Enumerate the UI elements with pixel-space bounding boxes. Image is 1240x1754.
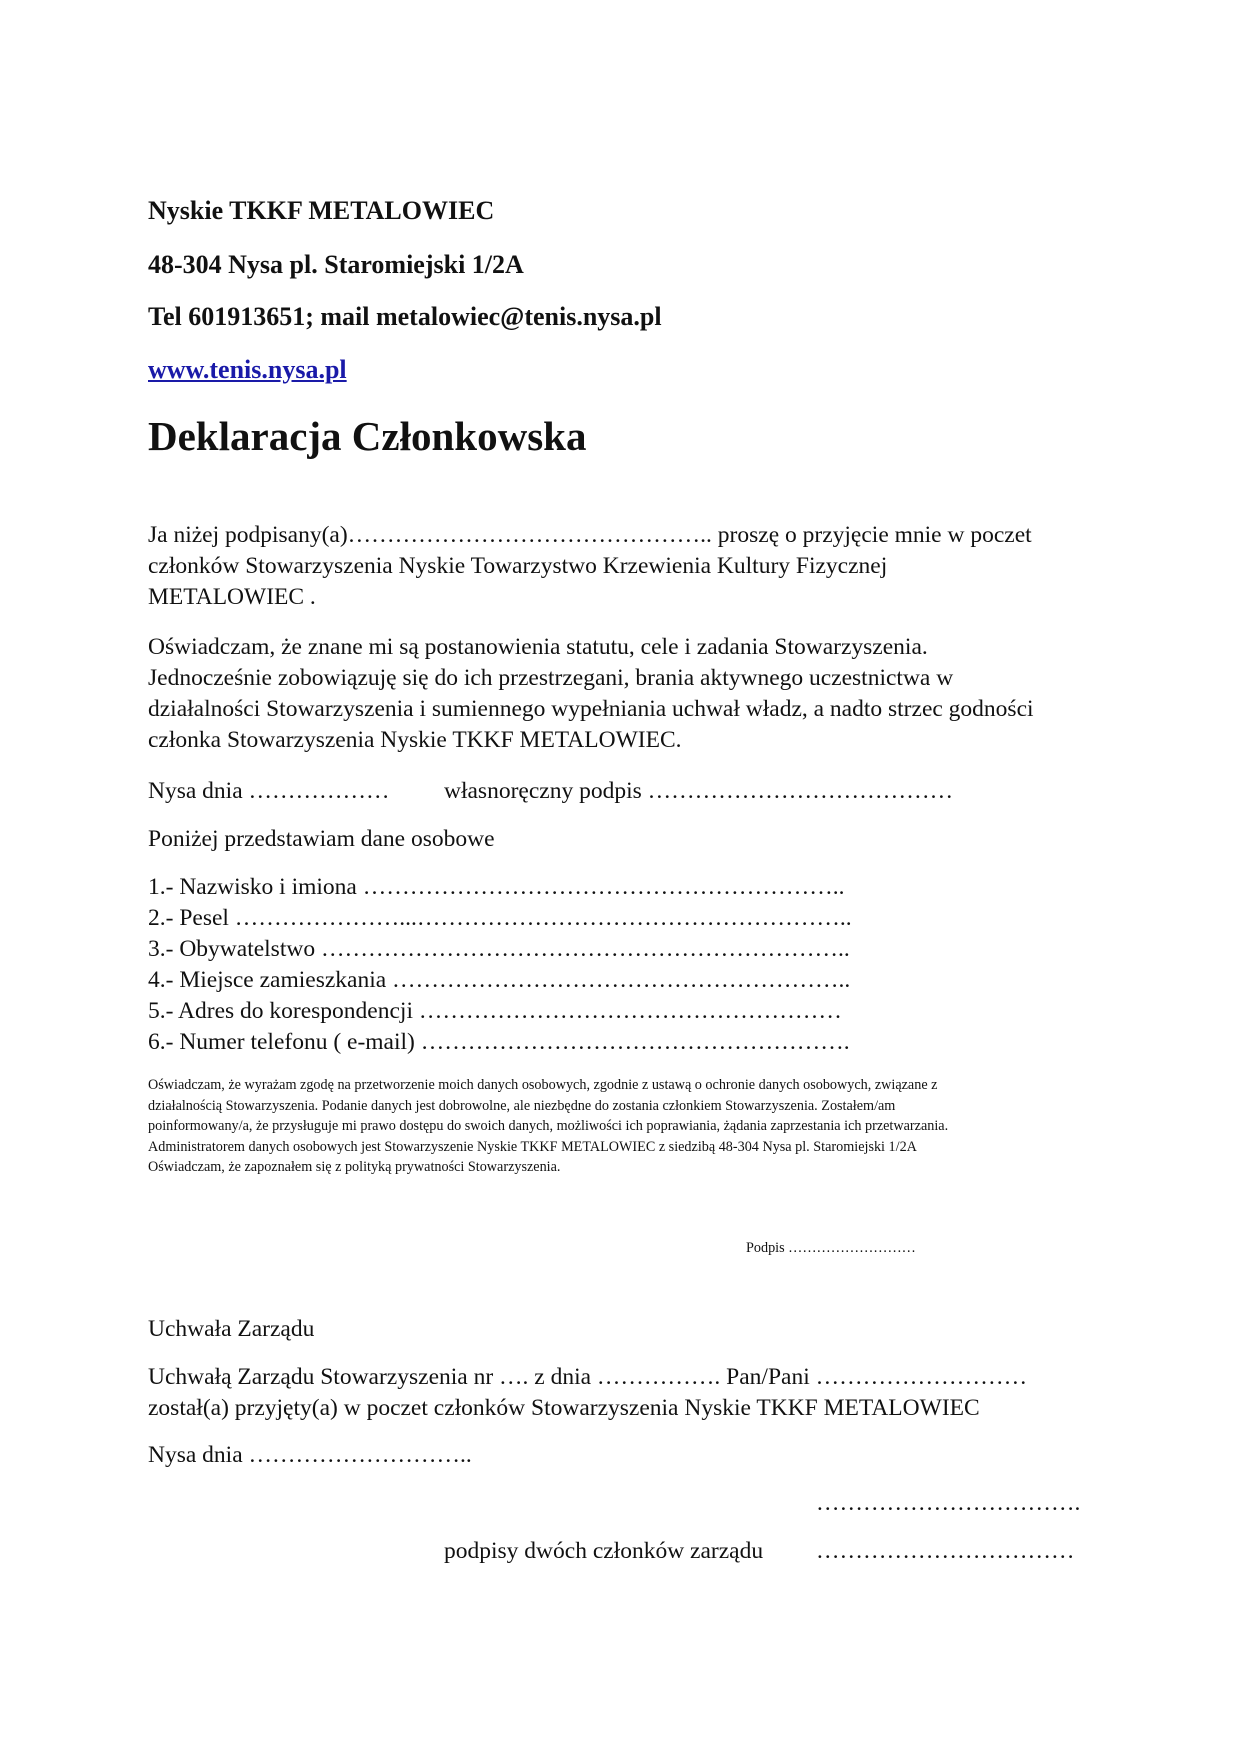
intro-paragraph	[148, 520, 1108, 613]
consent-paragraph	[148, 1075, 1108, 1178]
personal-data-heading: Poniżej przedstawiam dane osobowe	[148, 826, 495, 852]
date-field: Nysa dnia ………………	[148, 778, 390, 804]
resolution-paragraph	[148, 1362, 1108, 1424]
consent-signature: Podpis ………………………	[746, 1240, 916, 1256]
personal-field-residence: 4.- Miejsce zamieszkania …………………………………………………..	[148, 967, 851, 993]
board-signatures-dots: ……………………………	[816, 1538, 1075, 1564]
resolution-line: Uchwałą Zarządu Stowarzyszenia nr …. z dnia ……………. Pan/Pani ………………………	[148, 1364, 1028, 1390]
intro-line: Ja niżej podpisany(a)……………………………………….. proszę o przyjęcie mnie w poczet	[148, 522, 1032, 548]
declaration-line: członka Stowarzyszenia Nyskie TKKF METALOWIEC.	[148, 727, 682, 753]
personal-field-citizenship: 3.- Obywatelstwo …………………………………………………………..	[148, 936, 850, 962]
consent-line: Oświadczam, że wyrażam zgodę na przetworzenie moich danych osobowych, zgodnie z ustawą o ochronie danych osobowych, związane z	[148, 1077, 938, 1093]
org-contact: Tel 601913651; mail metalowiec@tenis.nysa.pl	[148, 302, 662, 331]
website-link[interactable]: www.tenis.nysa.pl	[148, 355, 347, 384]
intro-line: METALOWIEC .	[148, 584, 316, 610]
declaration-line: działalności Stowarzyszenia i sumiennego wypełniania uchwał władz, a nadto strzec godności	[148, 696, 1034, 722]
personal-field-phone: 6.- Numer telefonu ( e-mail) ……………………………………………….	[148, 1029, 850, 1055]
org-name: Nyskie TKKF METALOWIEC	[148, 196, 495, 225]
consent-line: Oświadczam, że zapoznałem się z polityką prywatności Stowarzyszenia.	[148, 1159, 561, 1175]
resolution-line: został(a) przyjęty(a) w poczet członków Stowarzyszenia Nyskie TKKF METALOWIEC	[148, 1395, 980, 1421]
intro-line: członków Stowarzyszenia Nyskie Towarzystwo Krzewienia Kultury Fizycznej	[148, 553, 888, 579]
declaration-paragraph	[148, 632, 1108, 756]
board-signature-line: …………………………….	[816, 1490, 1081, 1516]
board-signatures-label: podpisy dwóch członków zarządu	[444, 1538, 764, 1564]
resolution-date: Nysa dnia ………………………..	[148, 1442, 472, 1468]
org-address: 48-304 Nysa pl. Staromiejski 1/2A	[148, 250, 524, 279]
consent-line: poinformowany/a, że przysługuje mi prawo dostępu do swoich danych, możliwości ich poprawiania, żądania zaprzestania ich przetwarzania.	[148, 1118, 949, 1134]
personal-data-list	[148, 872, 1108, 1058]
page-title: Deklaracja Członkowska	[148, 413, 587, 459]
consent-line: Administratorem danych osobowych jest Stowarzyszenie Nyskie TKKF METALOWIEC z siedzibą 48-304 Nysa pl. Staromiejski 1/2A	[148, 1138, 917, 1155]
document-page	[148, 0, 1098, 1754]
consent-line: działalnością Stowarzyszenia. Podanie danych jest dobrowolne, ale niezbędne do zostania członkiem Stowarzyszenia. Zostałem/am	[148, 1097, 896, 1114]
declaration-line: Oświadczam, że znane mi są postanowienia statutu, cele i zadania Stowarzyszenia.	[148, 634, 928, 660]
declaration-line: Jednocześnie zobowiązuję się do ich przestrzegani, brania aktywnego uczestnictwa w	[148, 665, 954, 691]
personal-field-correspondence: 5.- Adres do korespondencji ………………………………………………	[148, 998, 842, 1024]
signature-field: własnoręczny podpis …………………………………	[444, 778, 954, 804]
personal-field-name: 1.- Nazwisko i imiona ……………………………………………………..	[148, 874, 845, 900]
resolution-heading: Uchwała Zarządu	[148, 1316, 315, 1342]
personal-field-pesel: 2.- Pesel …………………...………………………………………………..	[148, 905, 852, 931]
